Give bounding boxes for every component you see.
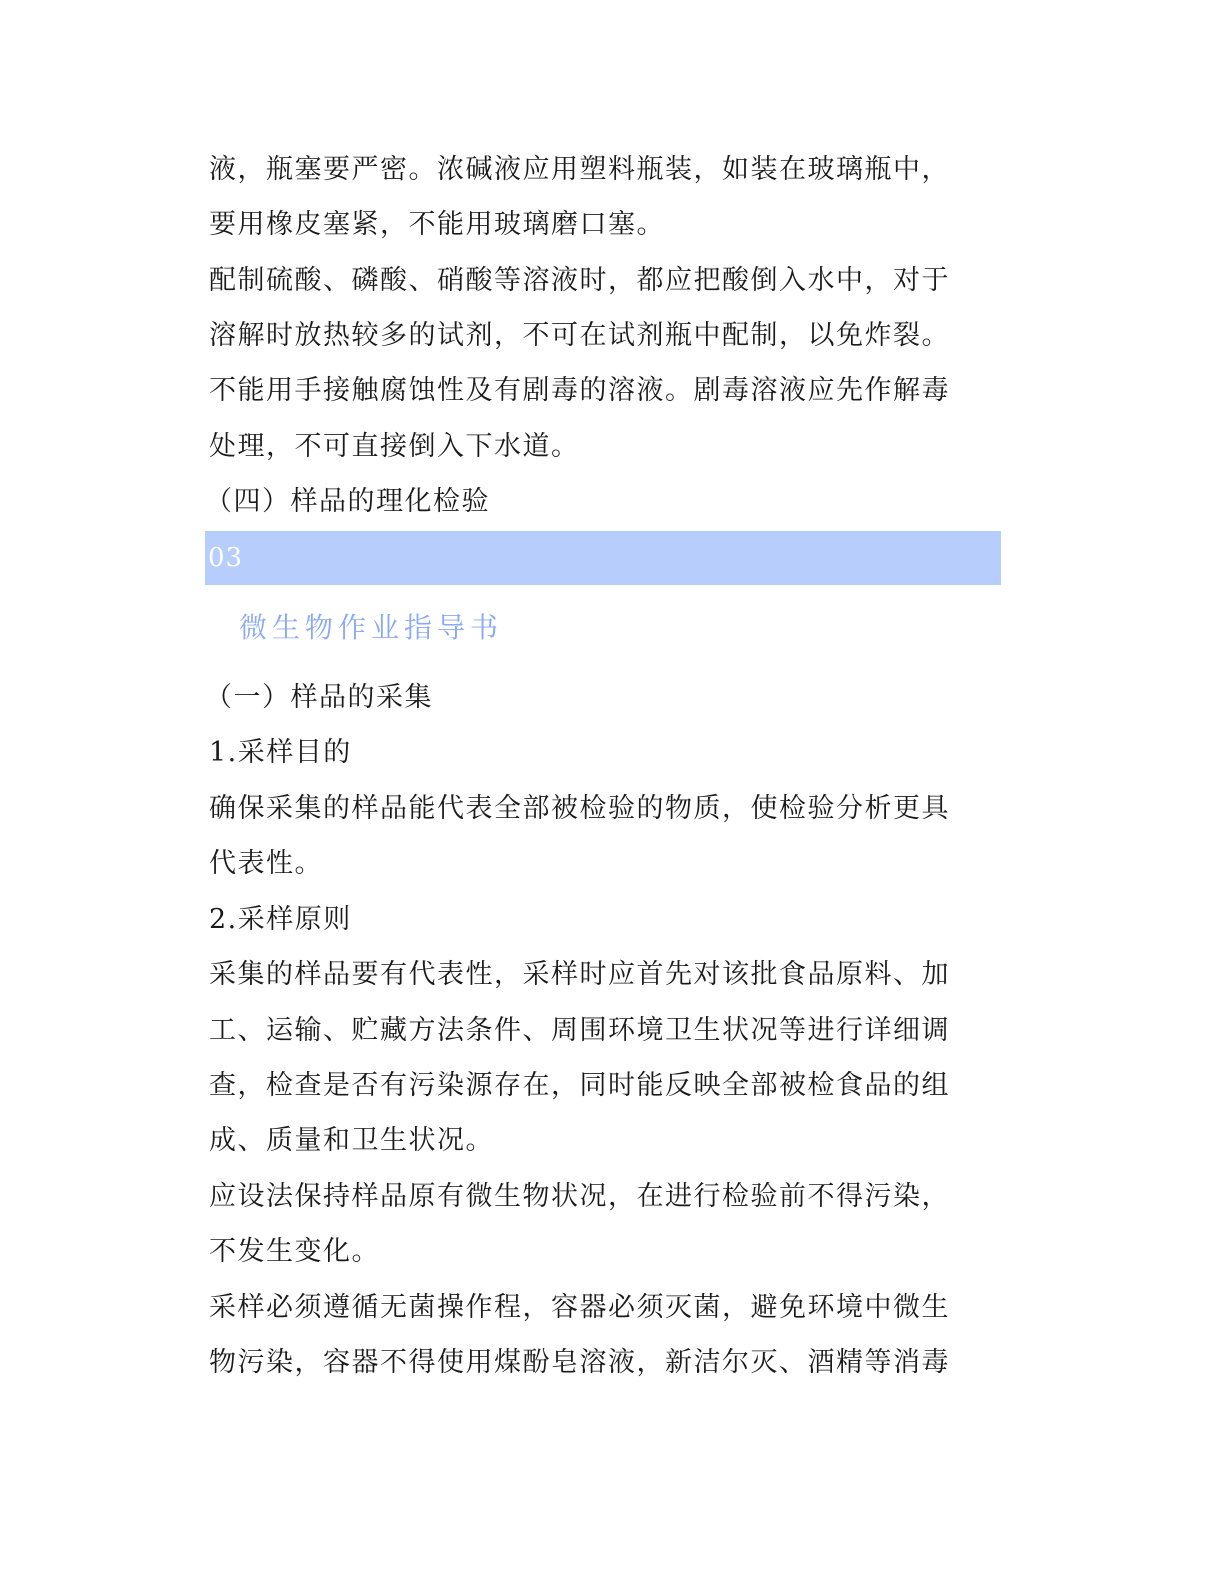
body-text-line: 应设法保持样品原有微生物状况，在进行检验前不得污染， — [209, 1181, 950, 1212]
section-number: 03 — [208, 543, 244, 573]
body-text-line: 采样必须遵循无菌操作程，容器必须灭菌，避免环境中微生 — [209, 1292, 950, 1323]
subsection-heading: （四）样品的理化检验 — [205, 486, 490, 517]
body-text-line: 不发生变化。 — [209, 1236, 380, 1267]
body-text-line: 成、质量和卫生状况。 — [209, 1125, 494, 1156]
body-text-line: 查，检查是否有污染源存在，同时能反映全部被检食品的组 — [209, 1070, 950, 1101]
body-text-line: 确保采集的样品能代表全部被检验的物质，使检验分析更具 — [209, 793, 950, 824]
body-text-line: 不能用手接触腐蚀性及有剧毒的溶液。剧毒溶液应先作解毒 — [209, 375, 950, 406]
item-heading: 2.采样原则 — [209, 904, 352, 935]
body-text-line: 溶解时放热较多的试剂，不可在试剂瓶中配制，以免炸裂。 — [209, 320, 950, 351]
body-text-line: 物污染，容器不得使用煤酚皂溶液，新洁尔灭、酒精等消毒 — [209, 1347, 950, 1378]
item-heading: 1.采样目的 — [209, 737, 352, 768]
body-text-line: 处理，不可直接倒入下水道。 — [209, 431, 580, 462]
section-title: 微生物作业指导书 — [239, 611, 504, 644]
section-banner — [205, 531, 1001, 585]
body-text-line: 工、运输、贮藏方法条件、周围环境卫生状况等进行详细调 — [209, 1015, 950, 1046]
body-text-line: 代表性。 — [209, 848, 323, 879]
body-text-line: 液，瓶塞要严密。浓碱液应用塑料瓶装，如装在玻璃瓶中， — [209, 154, 950, 185]
body-text-line: 要用橡皮塞紧，不能用玻璃磨口塞。 — [209, 209, 665, 240]
body-text-line: 配制硫酸、磷酸、硝酸等溶液时，都应把酸倒入水中，对于 — [209, 265, 950, 296]
subsection-heading: （一）样品的采集 — [205, 682, 433, 713]
body-text-line: 采集的样品要有代表性，采样时应首先对该批食品原料、加 — [209, 959, 950, 990]
